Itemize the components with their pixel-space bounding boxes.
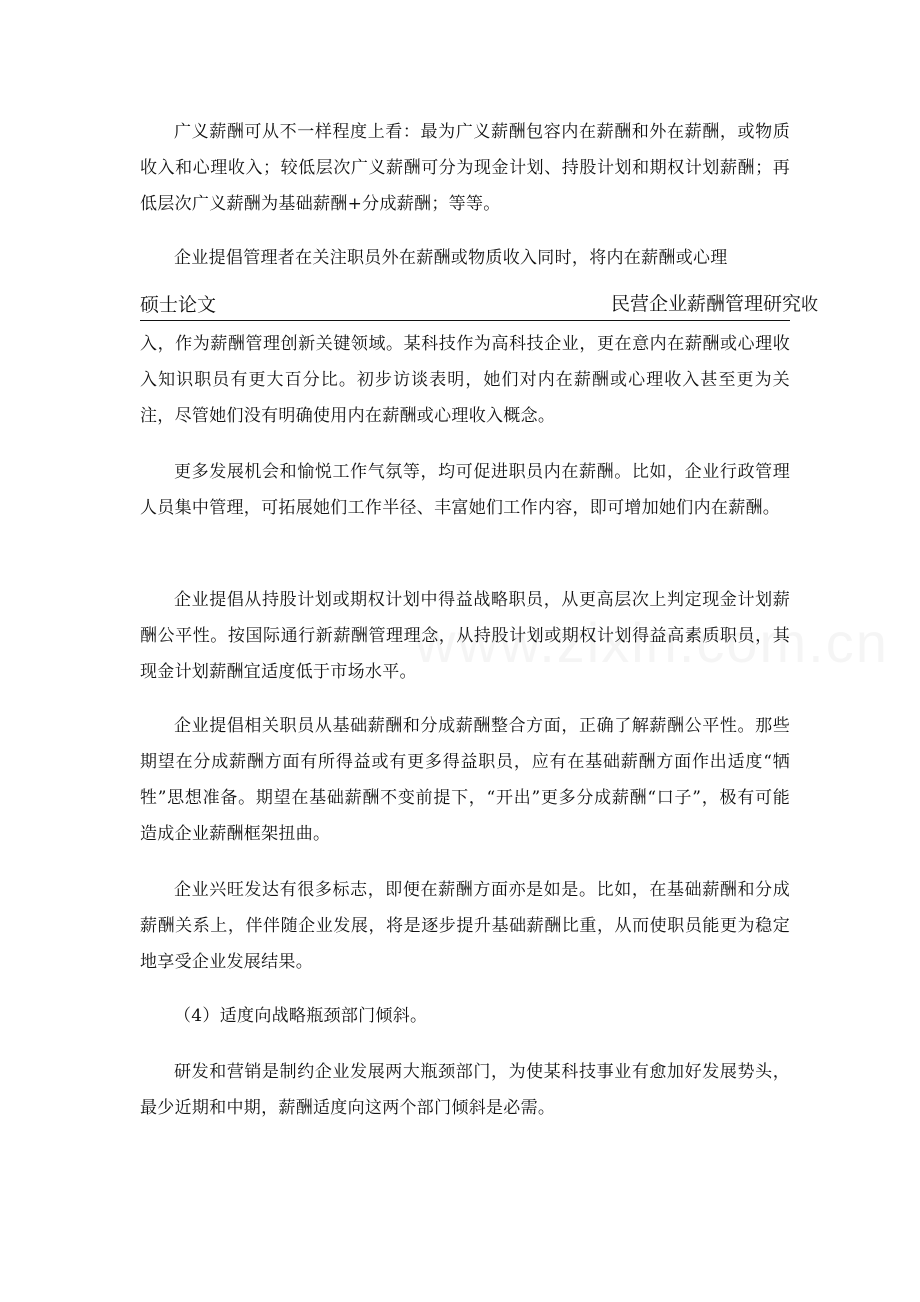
- header-continuation-char: 收: [801, 295, 818, 315]
- paragraph-2-continued: 入，作为薪酬管理创新关键领域。某科技作为高科技企业，更在意内在薪酬或心理收入知识职员有更大百分比。初步访谈表明，她们对内在薪酬或心理收入甚至更为关注，尽管她们没有明确使用内在薪酬或心理收入概念。: [140, 334, 790, 426]
- paragraph-2: 企业提倡管理者在关注职员外在薪酬或物质收入同时，将内在薪酬或心理: [174, 248, 728, 268]
- section-heading-4: （4）适度向战略瓶颈部门倾斜。: [174, 1006, 428, 1026]
- paragraph-5: 企业提倡相关职员从基础薪酬和分成薪酬整合方面，正确了解薪酬公平性。那些期望在分成薪酬方面有所得益或有更多得益职员，应有在基础薪酬方面作出适度“牺牲”思想准备。期望在基础薪酬不变前提下，“开出”更多分成薪酬“口子”，极有可能造成企业薪酬框架扭曲。: [140, 716, 790, 844]
- header-right-title: [611, 293, 818, 316]
- paragraph-1: 广义薪酬可从不一样程度上看：最为广义薪酬包容内在薪酬和外在薪酬，或物质收入和心理收入；较低层次广义薪酬可分为现金计划、持股计划和期权计划薪酬；再低层次广义薪酬为基础薪酬+分成薪酬；等等。: [140, 122, 790, 214]
- paragraph-4: 企业提倡从持股计划或期权计划中得益战略职员，从更高层次上判定现金计划薪酬公平性。按国际通行新薪酬管理理念，从持股计划或期权计划得益高素质职员，其现金计划薪酬宜适度低于市场水平。: [140, 590, 790, 682]
- paragraph-3: 更多发展机会和愉悦工作气氛等，均可促进职员内在薪酬。比如，企业行政管理人员集中管理，可拓展她们工作半径、丰富她们工作内容，即可增加她们内在薪酬。: [140, 462, 790, 518]
- header-right-text: 民营企业薪酬管理研究: [610, 293, 801, 315]
- running-header: [140, 282, 818, 321]
- paragraph-7: 研发和营销是制约企业发展两大瓶颈部门，为使某科技事业有愈加好发展势头，最少近期和中期，薪酬适度向这两个部门倾斜是必需。: [140, 1062, 790, 1118]
- header-left-title: 硕士论文: [140, 294, 217, 316]
- paragraph-6: 企业兴旺发达有很多标志，即便在薪酬方面亦是如是。比如，在基础薪酬和分成薪酬关系上，伴伴随企业发展，将是逐步提升基础薪酬比重，从而使职员能更为稳定地享受企业发展结果。: [140, 880, 790, 972]
